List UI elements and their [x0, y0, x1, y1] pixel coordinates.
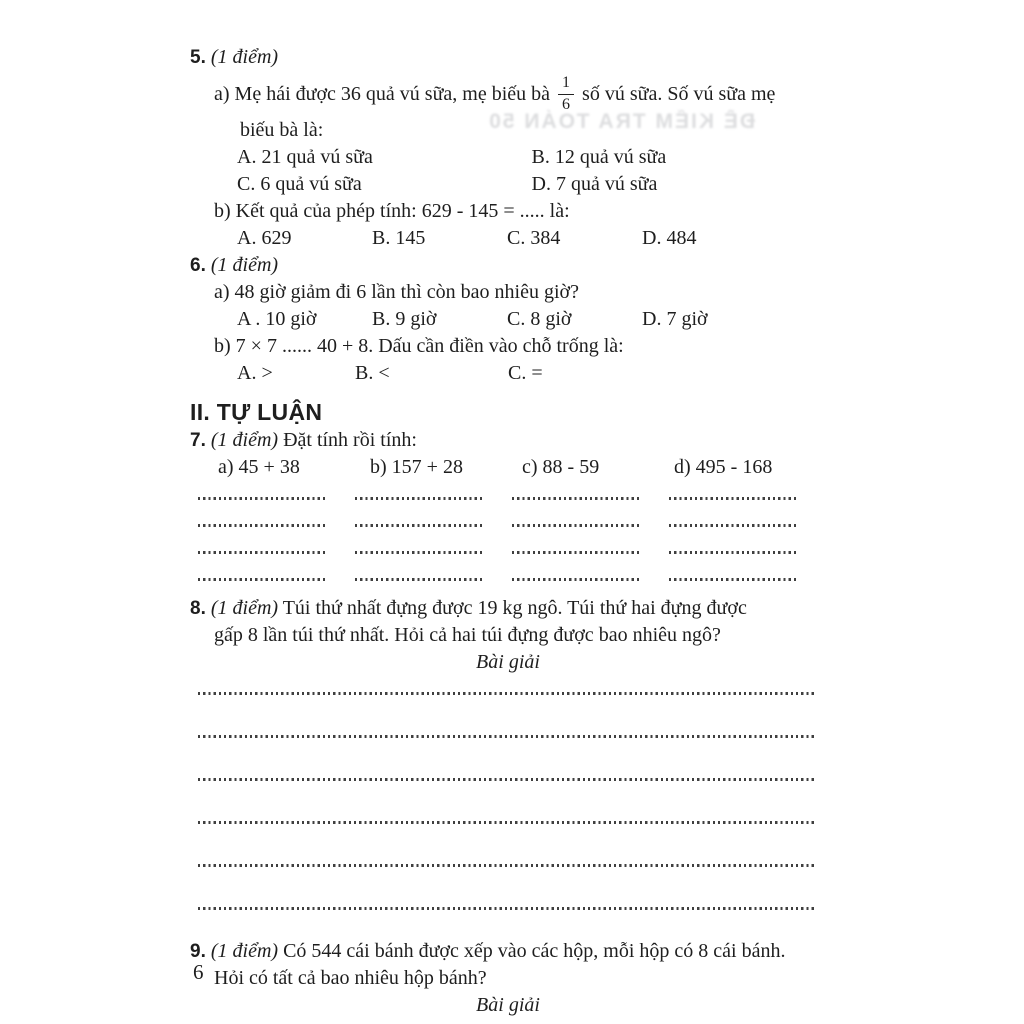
- answer-dotted-line: [512, 578, 639, 581]
- question-5a-text: [190, 71, 826, 117]
- question-5b-options: [190, 225, 826, 252]
- option-6a-C: C. 8 giờ: [507, 308, 572, 330]
- question-8-line1: [190, 595, 826, 622]
- answer-dotted-line: [198, 821, 814, 824]
- answer-dotted-line: [198, 578, 325, 581]
- answer-dotted-line: [198, 778, 814, 781]
- option-6b-A: A. >: [237, 362, 273, 384]
- option-6a-B: B. 9 giờ: [372, 308, 437, 330]
- question-7-header: [190, 427, 826, 454]
- question-7-points: (1 điểm): [210, 429, 279, 451]
- question-8-text-line2: gấp 8 lần túi thứ nhất. Hỏi cả hai túi đựng được bao nhiêu ngô?: [214, 624, 721, 646]
- question-5a-text-before: a) Mẹ hái được 36 quả vú sữa, mẹ biếu bà: [214, 82, 551, 105]
- answer-dotted-row: [190, 821, 826, 848]
- fraction-denominator: 6: [562, 95, 571, 113]
- answer-dotted-line: [198, 735, 814, 738]
- option-5b-C: C. 384: [507, 227, 561, 249]
- option-5a-A: A. 21 quả vú sữa: [237, 146, 373, 168]
- answer-dotted-line: [669, 551, 796, 554]
- answer-dotted-row: [190, 778, 826, 805]
- question-7-text: Đặt tính rồi tính:: [283, 429, 417, 451]
- question-7-number: 7.: [190, 430, 206, 451]
- question-7-answer-grid: [190, 481, 826, 589]
- option-5a-D: D. 7 quả vú sữa: [531, 173, 658, 195]
- question-5a-text-line2: biếu bà là:: [240, 119, 324, 141]
- answer-dotted-row: [190, 864, 826, 891]
- question-9-solution-label: Bài giải: [476, 994, 540, 1016]
- question-7-item-c: c) 88 - 59: [522, 456, 600, 478]
- question-7-item-a: a) 45 + 38: [218, 456, 300, 478]
- question-7-item-b: b) 157 + 28: [370, 456, 463, 478]
- answer-dotted-line: [198, 497, 325, 500]
- question-6b-text: b) 7 × 7 ...... 40 + 8. Dấu cần điền vào chỗ trống là:: [214, 335, 624, 357]
- page-content: [190, 44, 826, 1024]
- option-6b-C: C. =: [508, 362, 543, 384]
- question-9: [190, 938, 826, 1024]
- question-5-header: [190, 44, 826, 71]
- question-5a-options-row2: [190, 171, 826, 198]
- question-5b-text: b) Kết quả của phép tính: 629 - 145 = ..... là:: [214, 200, 570, 222]
- option-5b-A: A. 629: [237, 227, 292, 249]
- answer-dotted-line: [355, 551, 482, 554]
- answer-dotted-line: [198, 524, 325, 527]
- question-8-points: (1 điểm): [210, 597, 279, 619]
- answer-dotted-line: [669, 578, 796, 581]
- question-9-number: 9.: [190, 941, 206, 962]
- answer-dotted-line: [355, 578, 482, 581]
- question-8-text-line1: Túi thứ nhất đựng được 19 kg ngô. Túi thứ hai đựng được: [282, 597, 747, 619]
- question-5a-text-after: số vú sữa. Số vú sữa mẹ: [582, 82, 776, 105]
- answer-dotted-row: [190, 692, 826, 719]
- question-6-points: (1 điểm): [210, 254, 279, 276]
- question-6a-options: [190, 306, 826, 333]
- answer-dotted-line: [198, 692, 814, 695]
- question-8-solution-label: Bài giải: [476, 651, 540, 673]
- question-9-text-line1: Có 544 cái bánh được xếp vào các hộp, mỗi hộp có 8 cái bánh.: [283, 940, 786, 962]
- question-7-item-d: d) 495 - 168: [674, 456, 773, 478]
- answer-dotted-row: [190, 735, 826, 762]
- section-2-heading: II. TỰ LUẬN: [190, 399, 323, 425]
- option-6a-A: A . 10 giờ: [237, 308, 317, 330]
- question-8: [190, 595, 826, 934]
- question-7-items: [190, 454, 826, 481]
- question-5-number: 5.: [190, 47, 206, 68]
- bleedthrough-text: ĐỀ KIỂM TRA TOÁN 50: [487, 110, 755, 133]
- answer-dotted-line: [355, 524, 482, 527]
- fraction-numerator: 1: [558, 74, 574, 94]
- question-8-answer-lines: [190, 692, 826, 934]
- option-6a-D: D. 7 giờ: [642, 308, 708, 330]
- option-5b-B: B. 145: [372, 227, 426, 249]
- option-6b-B: B. <: [355, 362, 390, 384]
- question-8-number: 8.: [190, 598, 206, 619]
- answer-dotted-line: [355, 497, 482, 500]
- option-5a-B: B. 12 quả vú sữa: [531, 146, 667, 168]
- answer-dotted-line: [198, 907, 814, 910]
- answer-dotted-line: [512, 551, 639, 554]
- answer-dotted-line: [512, 524, 639, 527]
- option-5a-C: C. 6 quả vú sữa: [237, 173, 362, 195]
- question-9-points: (1 điểm): [210, 940, 279, 962]
- question-6b-options: [190, 360, 826, 387]
- question-9-text-line2: Hỏi có tất cả bao nhiêu hộp bánh?: [214, 967, 487, 989]
- answer-dotted-line: [198, 864, 814, 867]
- question-6-number: 6.: [190, 255, 206, 276]
- answer-dotted-line: [669, 497, 796, 500]
- answer-dotted-line: [669, 524, 796, 527]
- answer-dotted-row: [190, 562, 826, 589]
- answer-dotted-line: [198, 551, 325, 554]
- answer-dotted-line: [512, 497, 639, 500]
- page-number: 6: [193, 960, 204, 984]
- answer-dotted-row: [190, 508, 826, 535]
- answer-dotted-row: [190, 907, 826, 934]
- fraction-one-sixth: [558, 74, 574, 114]
- answer-dotted-row: [190, 535, 826, 562]
- question-5a-options-row1: [190, 144, 826, 171]
- question-6-header: [190, 252, 826, 279]
- option-5b-D: D. 484: [642, 227, 697, 249]
- question-9-line1: [190, 938, 826, 965]
- answer-dotted-row: [190, 481, 826, 508]
- question-6a-text: a) 48 giờ giảm đi 6 lần thì còn bao nhiêu giờ?: [214, 281, 579, 303]
- question-5-points: (1 điểm): [210, 46, 279, 68]
